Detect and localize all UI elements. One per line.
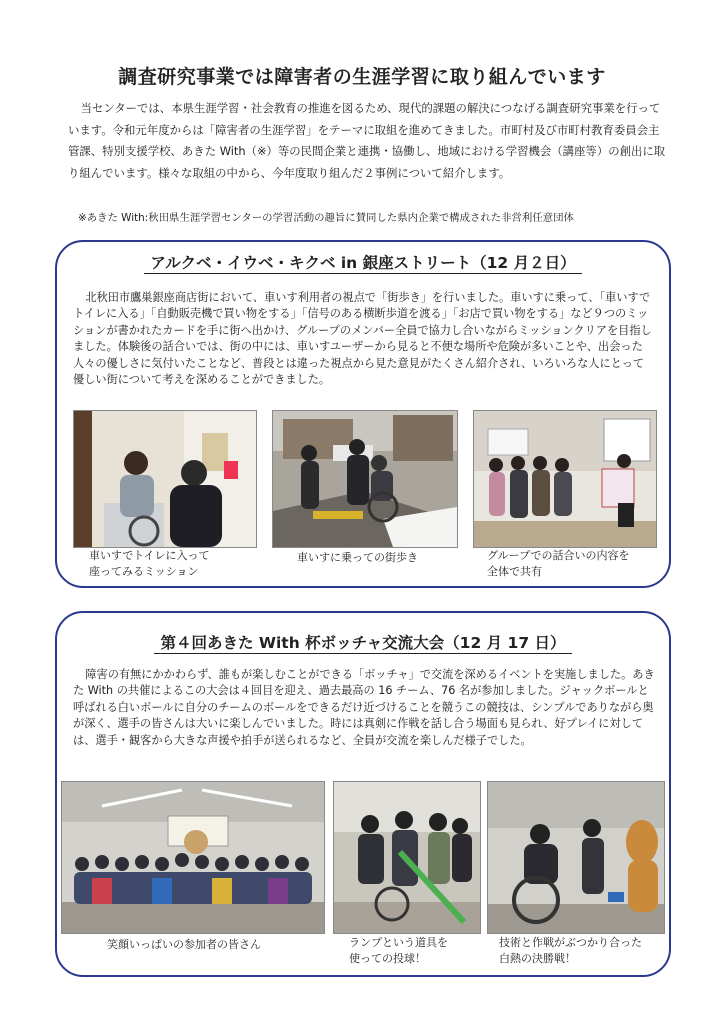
photo-caption: ランプという道具を 使っての投球！ [349, 936, 448, 965]
photo-final-match [487, 781, 665, 934]
footnote: ※あきた With:秋田県生涯学習センターの学習活動の趣旨に賛同した県内企業で構成された非営利任意団体 [78, 212, 574, 224]
event-description: 北秋田市鷹巣銀座商店街において、車いす利用者の視点で「街歩き」を行いました。車いすに乗って、「車いすでトイレに入る」「自動販売機で買い物をする」「信号のある横断歩道を渡る」「お店で買い物をする」など９つのミッションが書かれたカードを手に街へ出かけ、グループのメンバー全員で協力し合いながらミッションクリアを目指しました。体験後の話合いでは、街の中には、車いすユーザーから見ると不便な場所や危険が多いことや、出会った人々の優しさに気付いたことなど、普段とは違った視点から見た意見がたくさん紹介され、いろいろな人にとって優しい街について考えを深めることができました。 [73, 291, 652, 387]
event-box-boccia [55, 611, 671, 977]
event-title-text: 第４回あきた With 杯ボッチャ交流大会（12 月 17 日） [154, 634, 571, 654]
event-title [57, 631, 669, 653]
intro-paragraph: 当センターでは、本県生涯学習・社会教育の推進を図るため、現代的課題の解決につなげる調査研究事業を行っています。令和元年度からは「障害者の生涯学習」をテーマに取組を進めてきました。市町村及び市町村教育委員会主管課、特別支援学校、あきた With（※）等の民間企業と連携・協働し、地域における学習機会（講座等）の創出に取り組んでいます。様々な取組の中から、今年度取り組んだ２事例について紹介します。 [68, 101, 666, 180]
photo-caption: 笑顔いっぱいの参加者の皆さん [107, 938, 261, 951]
photo-caption: 車いすに乗っての街歩き [297, 551, 418, 564]
photo-caption: グループでの話合いの内容を 全体で共有 [487, 549, 630, 578]
photo-participants [61, 781, 325, 934]
photo-street-walk [272, 410, 458, 548]
event-title-text: アルクベ・イウベ・キクベ in 銀座ストリート（12 月２日） [144, 254, 581, 274]
photo-toilet-mission [73, 410, 257, 548]
photo-ramp-throw [333, 781, 481, 934]
intro-text [68, 98, 668, 184]
page-title: 調査研究事業では障害者の生涯学習に取り組んでいます [118, 66, 606, 88]
photo-caption: 車いすでトイレに入って 座ってみるミッション [89, 549, 210, 578]
event-box-walk [55, 240, 671, 588]
photo-group-sharing [473, 410, 657, 548]
photo-caption: 技術と作戦がぶつかり合った 白熱の決勝戦！ [499, 936, 642, 965]
event-description: 障害の有無にかかわらず、誰もが楽しむことができる「ボッチャ」で交流を深めるイベントを実施しました。あきた With の共催によるこの大会は４回目を迎え、過去最高の 16 チーム、76 名が参加しました。ジャックボールと呼ばれる白いボールに自分のチームのボールをできるだけ近づけることを競うこの競技は、シンプルでありながら奥が深く、選手の皆さんは大いに楽しんでいました。時には真剣に作戦を話し合う場面も見られ、好プレイに対しては、選手・観客から大きな声援や拍手が送られるなど、全員が交流を楽しんだ様子でした。 [73, 668, 655, 747]
event-title [57, 251, 669, 273]
